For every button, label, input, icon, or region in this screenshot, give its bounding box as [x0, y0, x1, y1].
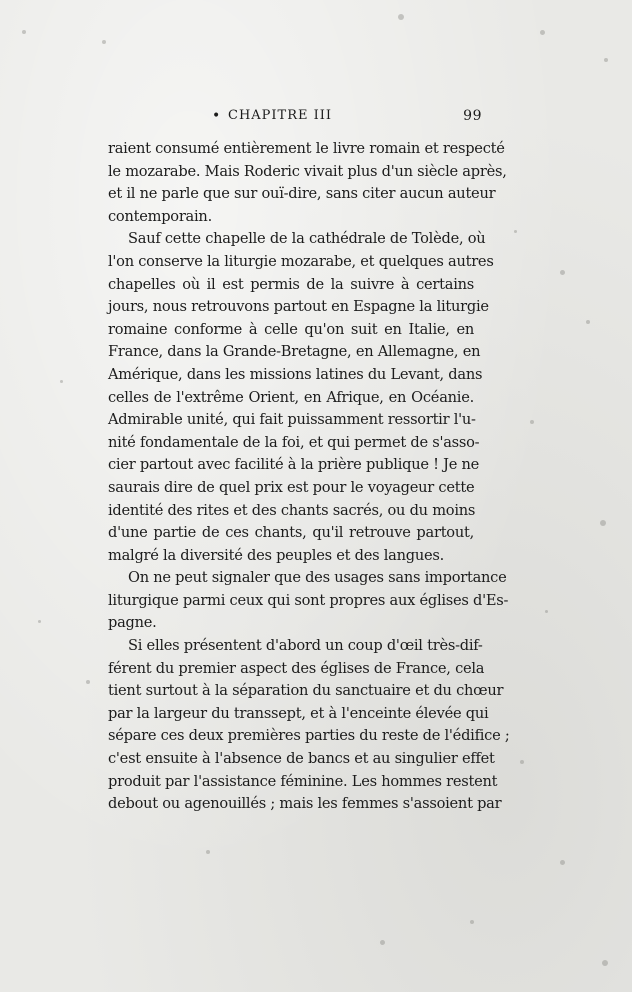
paper-speck — [604, 58, 608, 62]
paper-speck — [470, 920, 474, 924]
paper-speck — [514, 230, 517, 233]
paper-speck — [545, 610, 548, 613]
text-line: pagne. — [108, 614, 157, 632]
text-line: raient consumé entièrement le livre romain et respecté — [108, 140, 505, 157]
text-line: sépare ces deux premières parties du reste de l'édifice ; — [108, 727, 510, 745]
paper-speck — [530, 420, 534, 424]
text-line: identité des rites et des chants sacrés, ou du moins — [108, 501, 476, 519]
text-line: Si elles présentent d'abord un coup d'œil très-dif- — [128, 637, 483, 655]
paragraph — [108, 567, 509, 635]
text-line: le mozarabe. Mais Roderic vivait plus d'un siècle après, — [108, 162, 507, 180]
text-line: contemporain. — [108, 207, 212, 225]
paragraph — [108, 635, 510, 816]
text-line: On ne peut signaler que des usages sans importance — [128, 569, 507, 587]
text-line: férent du premier aspect des églises de France, cela — [108, 659, 485, 677]
paper-speck — [380, 940, 385, 945]
paper-speck — [102, 40, 106, 44]
paper-speck — [206, 850, 210, 854]
paper-speck — [520, 760, 524, 764]
text-line: nité fondamentale de la foi, et qui permet de s'asso- — [108, 433, 480, 451]
page-number: 99 — [463, 108, 482, 124]
chapter-title: CHAPITRE III — [228, 108, 333, 123]
text-line: jours, nous retrouvons partout en Espagne la liturgie — [108, 298, 489, 316]
body-text — [108, 138, 510, 816]
text-line: et il ne parle que sur ouï-dire, sans citer aucun auteur — [108, 185, 496, 203]
paper-speck — [398, 14, 404, 20]
text-line: debout ou agenouillés ; mais les femmes s'assoient par — [108, 795, 502, 813]
paper-speck — [60, 380, 63, 383]
text-line: chapelles où il est permis de la suivre à certains — [108, 275, 474, 293]
text-line: France, dans la Grande-Bretagne, en Allemagne, en — [108, 343, 481, 361]
paragraph — [108, 138, 507, 228]
text-line: saurais dire de quel prix est pour le voyageur cette — [108, 478, 475, 496]
text-line: c'est ensuite à l'absence de bancs et au singulier effet — [108, 750, 495, 768]
paragraph — [108, 228, 494, 567]
text-line: Amérique, dans les missions latines du Levant, dans — [108, 365, 483, 383]
text-line: romaine conforme à celle qu'on suit en Italie, en — [108, 320, 474, 338]
paper-speck — [600, 520, 606, 526]
header-mark: • — [212, 108, 221, 124]
text-line: l'on conserve la liturgie mozarabe, et quelques autres — [108, 252, 494, 270]
text-line: liturgique parmi ceux qui sont propres aux églises d'Es- — [108, 591, 509, 609]
text-line: cier partout avec facilité à la prière publique ! Je ne — [108, 456, 480, 474]
paper-speck — [540, 30, 545, 35]
text-line: celles de l'extrême Orient, en Afrique, en Océanie. — [108, 388, 474, 406]
text-line: malgré la diversité des peuples et des langues. — [108, 546, 444, 564]
running-header — [108, 108, 482, 130]
text-line: tient surtout à la séparation du sanctuaire et du chœur — [108, 682, 504, 700]
text-line: d'une partie de ces chants, qu'il retrouve partout, — [108, 524, 474, 542]
paper-speck — [86, 680, 90, 684]
paper-speck — [22, 30, 26, 34]
paper-speck — [38, 620, 41, 623]
text-line: par la largeur du transsept, et à l'enceinte élevée qui — [108, 704, 489, 722]
text-line: Admirable unité, qui fait puissamment ressortir l'u- — [108, 411, 476, 429]
paper-speck — [602, 960, 608, 966]
text-line: produit par l'assistance féminine. Les hommes restent — [108, 772, 498, 790]
paper-speck — [560, 860, 565, 865]
text-line: Sauf cette chapelle de la cathédrale de Tolède, où — [128, 230, 486, 248]
paper-speck — [586, 320, 590, 324]
paper-speck — [560, 270, 565, 275]
